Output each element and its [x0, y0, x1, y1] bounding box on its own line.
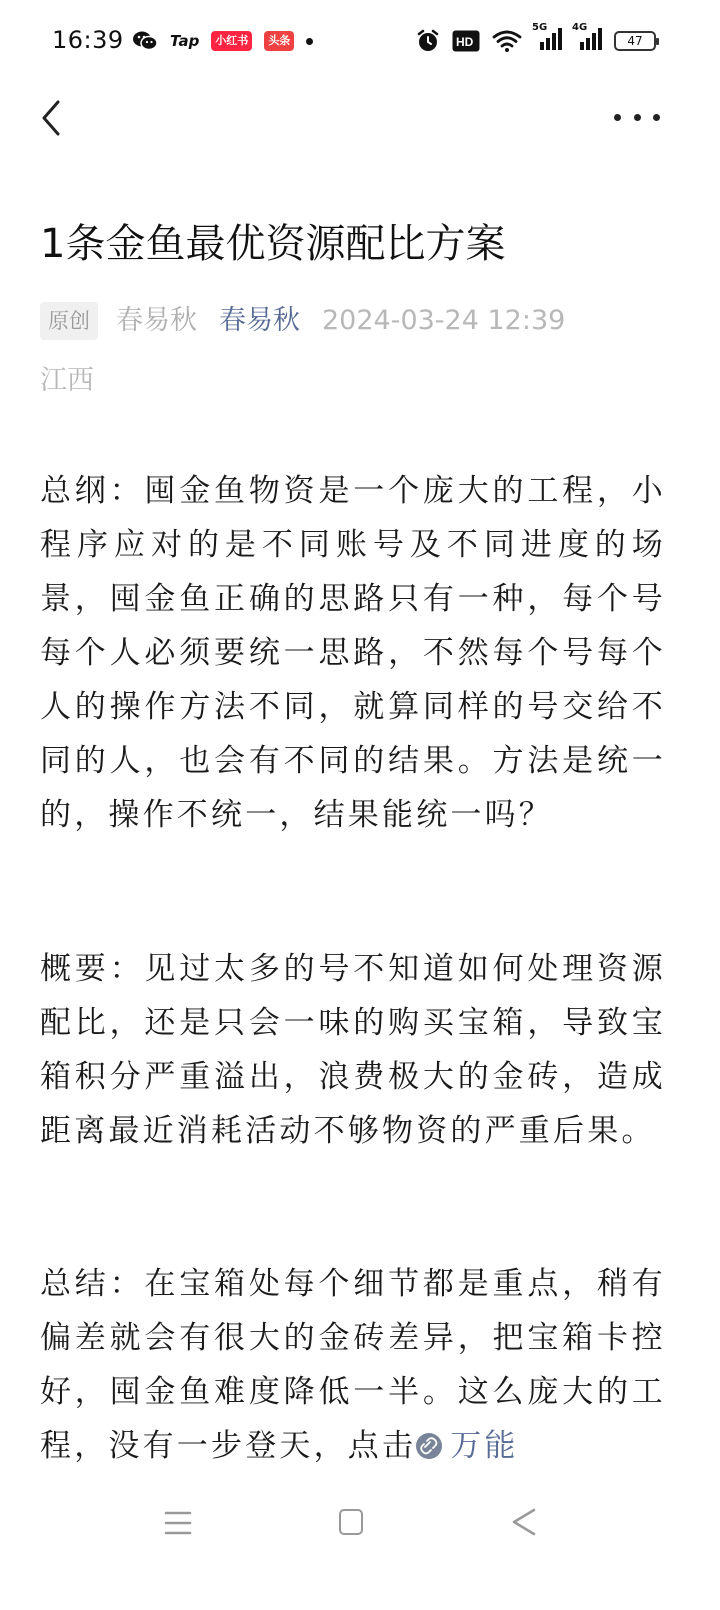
signal-5g-icon: 5G	[534, 28, 562, 53]
wechat-icon	[132, 30, 158, 52]
svg-text:HD: HD	[456, 34, 474, 49]
more-notifications-dot-icon	[306, 38, 313, 45]
article-paragraph: 总结：在宝箱处每个细节都是重点，稍有偏差就会有很大的金砖差异，把宝箱卡控好，囤金鱼难度降低一半。这么庞大的工程，没有一步登天，点击 万能	[40, 1266, 666, 1464]
inline-link-text: 万能	[450, 1428, 519, 1464]
inline-link[interactable]	[416, 1428, 518, 1464]
ip-location: 江西	[40, 365, 94, 396]
article-meta	[40, 300, 680, 342]
signal-4g-icon: 4G	[574, 28, 602, 53]
square-home-icon[interactable]	[339, 1509, 363, 1535]
status-right-icons	[416, 22, 656, 53]
system-navigation-bar	[0, 1490, 720, 1560]
taptap-icon: Tap	[170, 32, 200, 50]
menu-icon[interactable]	[164, 1510, 192, 1536]
wifi-icon	[492, 30, 522, 52]
publish-time: 2024-03-24 12:39	[322, 305, 566, 336]
more-options-button[interactable]	[614, 100, 660, 134]
article-paragraph: 概要：见过太多的号不知道如何处理资源配比，还是只会一味的购买宝箱，导致宝箱积分严重溢出，浪费极大的金砖，造成距离最近消耗活动不够物资的严重后果。	[40, 951, 666, 1149]
notification-icons	[132, 30, 313, 52]
account-link[interactable]: 春易秋	[219, 305, 300, 336]
more-horizontal-icon	[614, 114, 621, 121]
link-icon	[416, 1433, 442, 1459]
xiaohongshu-icon: 小红书	[211, 31, 252, 51]
article-title: 1条金鱼最优资源配比方案	[40, 221, 506, 267]
chevron-left-icon	[36, 96, 72, 140]
article-paragraph: 总纲：囤金鱼物资是一个庞大的工程，小程序应对的是不同账号及不同进度的场景，囤金鱼正确的思路只有一种，每个号每个人必须要统一思路，不然每个号每个人的操作方法不同，就算同样的号交给不同的人，也会有不同的结果。方法是统一的，操作不统一，结果能统一吗？	[40, 473, 666, 833]
triangle-back-icon[interactable]	[510, 1507, 538, 1537]
toutiao-icon: 头条	[264, 31, 294, 51]
status-bar	[0, 0, 720, 84]
original-badge: 原创	[40, 302, 98, 340]
author-name: 春易秋	[116, 305, 197, 336]
battery-icon	[614, 31, 656, 51]
back-button[interactable]	[36, 96, 72, 140]
alarm-clock-icon	[416, 29, 440, 53]
hd-voice-icon	[452, 30, 480, 52]
status-time: 16:39	[52, 26, 124, 54]
battery-level: 47	[627, 33, 643, 48]
